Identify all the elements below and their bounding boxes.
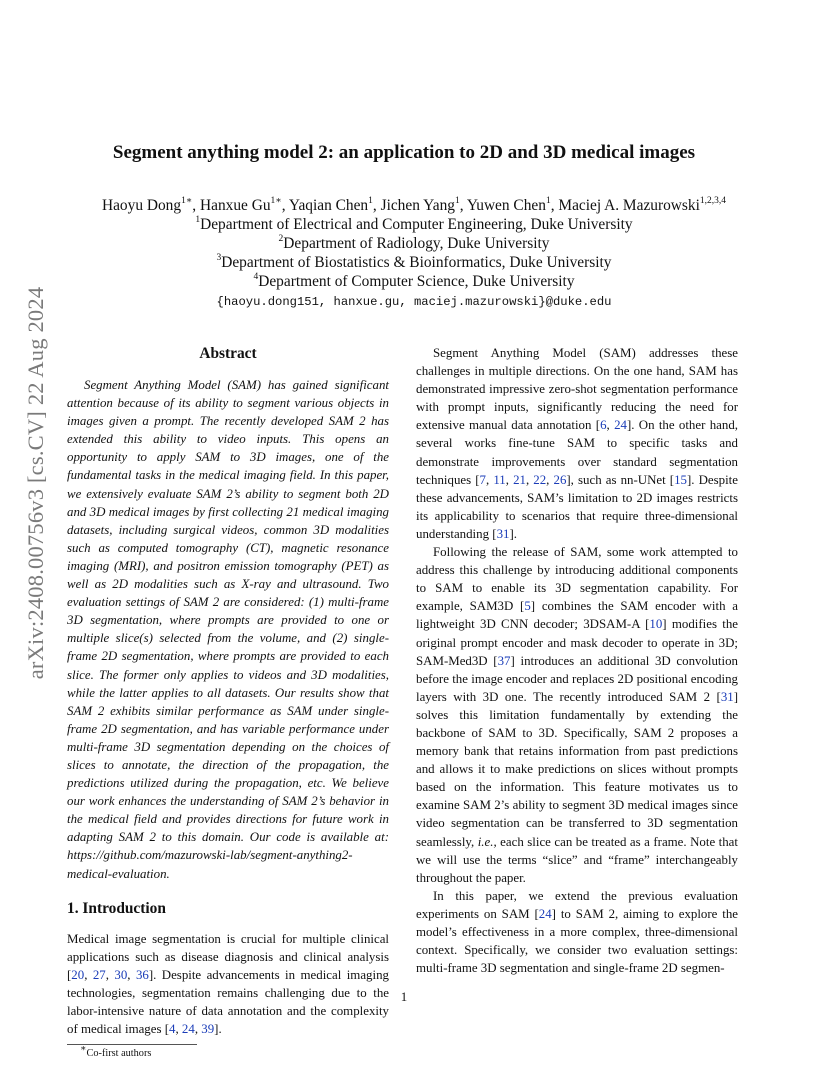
author-list	[62, 196, 766, 215]
arxiv-identifier-text: arXiv:2408.00756v3 [cs.CV] 22 Aug 2024	[23, 286, 48, 680]
citation-link[interactable]: 20	[71, 967, 85, 982]
author: Yaqian Chen$^1$,	[288, 195, 381, 214]
citation-link[interactable]: 24	[614, 418, 627, 433]
page-number: 1	[400, 990, 408, 1004]
citation-link[interactable]: 21	[513, 472, 526, 487]
author-emails: {haoyu.dong151, hanxue.gu, maciej.mazurowski}@duke.edu	[216, 295, 612, 309]
affiliation: $^2$Department of Radiology, Duke University	[278, 233, 550, 252]
affiliation: $^4$Department of Computer Science, Duke University	[253, 271, 575, 290]
author: Haoyu Dong$^{1∗}$,	[101, 195, 200, 214]
citation-link[interactable]: 11	[493, 472, 506, 487]
abstract-heading: Abstract	[199, 345, 257, 362]
paper-title: Segment anything model 2: an application to 2D and 3D medical images	[112, 142, 696, 163]
author: Maciej A. Mazurowski$^{1,2,3,4}$	[558, 195, 726, 214]
author: Jichen Yang$^1$,	[380, 195, 467, 214]
citation-link[interactable]: 30	[114, 967, 128, 982]
citation-link[interactable]: 7	[479, 472, 486, 487]
citation-link[interactable]: 10	[649, 617, 663, 632]
citation-link[interactable]: 6	[600, 418, 607, 433]
abstract-text: Segment Anything Model (SAM) has gained significant attention because of its ability to segment various objects in images given a prompt. The recently developed SAM 2 has extended this ability to video inputs. This opens an opportunity to apply SAM to 3D images, one of the fundamental tasks in the medical imaging field. In this paper, we extensively evaluate SAM 2’s ability to segment both 2D and 3D medical images by first collecting 21 medical imaging datasets, including surgical videos, common 3D modalities such as computed tomography (CT), magnetic resonance imaging (MRI), and positron emission tomography (PET) as well as 2D modalities such as X-ray and ultrasound. Two evaluation settings of SAM 2 are considered: (1) multi-frame 3D segmentation, where prompts are provided to one or multiple slice(s) selected from the volume, and (2) single-frame 2D segmentation, where prompts are provided to each slice. The former only applies to videos and 3D modalities, while the latter applies to all datasets. Our results show that SAM 2 exhibits similar performance as SAM under single-frame 2D segmentation, and has variable performance under multi-frame 3D segmentation depending on the choices of slices to annotate, the direction of the propagation, the predictions utilized during the propagation, etc. We believe our work enhances the understanding of SAM 2’s behavior in the medical field and provides directions for future work in adapting SAM 2 to this domain. Our code is available at: https://github.com/mazurowski-lab/segment-anything2-medical-evaluation.	[67, 378, 389, 881]
citation-link[interactable]: 22	[533, 472, 547, 487]
left-column	[67, 344, 389, 1060]
affiliation: $^3$Department of Biostatistics & Bioinformatics, Duke University	[216, 252, 612, 271]
author-block	[62, 196, 766, 312]
citation-link[interactable]: 15	[674, 472, 687, 487]
citation-link[interactable]: 27	[92, 967, 106, 982]
citation-link[interactable]: 24	[181, 1022, 195, 1037]
citation-link[interactable]: 37	[497, 653, 511, 668]
right-column	[416, 344, 738, 977]
arxiv-identifier	[24, 288, 48, 678]
author: Hanxue $Gu^{1∗}$,	[200, 195, 289, 214]
citation-link[interactable]: 5	[524, 599, 531, 614]
citation-link[interactable]: 36	[135, 967, 149, 982]
citation-link[interactable]: 31	[720, 689, 734, 704]
citation-link[interactable]: 39	[201, 1022, 215, 1037]
introduction-heading: 1. Introduction	[67, 899, 166, 917]
affiliation: $^1$Department of Electrical and Computer Engineering, Duke University	[195, 214, 633, 233]
citation-link[interactable]: 24	[538, 906, 552, 921]
intro-paragraph: In this paper, we extend the previous evaluation experiments on SAM [24] to SAM 2, aiming to explore the model’s effectiveness in a more complex, three-dimensional context. Specifically, we consider two evaluation settings: multi-frame 3D segmentation and single-frame 2D segmen-	[416, 888, 739, 976]
citation-link[interactable]: 4	[169, 1022, 176, 1037]
author: Yuwen Chen$^1$,	[466, 195, 559, 214]
citation-link[interactable]: 31	[496, 526, 510, 541]
citation-link[interactable]: 26	[553, 472, 567, 487]
intro-paragraph: Segment Anything Model (SAM) addresses these challenges in multiple directions. On the one hand, SAM has demonstrated impressive zero-shot segmentation performance with prompt inputs, significantly reducing the need for extensive manual data annotation [6, 24]. On the other hand, several works fine-tune SAM to specific tasks and demonstrate improvements over standard segmentation techniques [7, 11, 21, 22, 26], such as nn-UNet [15]. Despite these advancements, SAM’s limitation to 2D images restricts its applicability to scenarios that require three-dimensional understanding [31].	[416, 346, 738, 541]
footnote-rule	[67, 1044, 197, 1045]
intro-paragraph: Following the release of SAM, some work attempted to address this challenge by introducing additional components to SAM to enable its 3D segmentation capability. For example, SAM3D [5] combines the SAM encoder with a lightweight 3D CNN decoder; 3DSAM-A [10] modifies the original prompt encoder and mask decoder to operate in 3D; SAM-Med3D [37] introduces an additional 3D convolution before the image encoder and replaces 2D positional encoding layers with 3D one. The recently introduced SAM 2 [31] solves this limitation fundamentally by extending the backbone of SAM to 3D. Specifically, SAM 2 proposes a memory bank that retains information from past predictions and allows it to make predictions on slices without prompts based on the information. This feature motivates us to examine SAM 2’s ability to segment 3D medical images since video segmentation can be transferred to 3D segmentation seamlessly, i.e., each slice can be treated as a frame. Note that we will use the terms “slice” and “frame” interchangeably throughout the paper.	[416, 545, 738, 885]
footnote: ∗Co-first authors	[80, 1043, 152, 1060]
intro-paragraph: Medical image segmentation is crucial for multiple clinical applications such as disease diagnosis and clinical analysis [20, 27, 30, 36]. Despite advancements in medical imaging technologies, segmentation remains challenging due to the labor-intensive nature of data annotation and the complexity of medical images [4, 24, 39].	[67, 931, 389, 1037]
